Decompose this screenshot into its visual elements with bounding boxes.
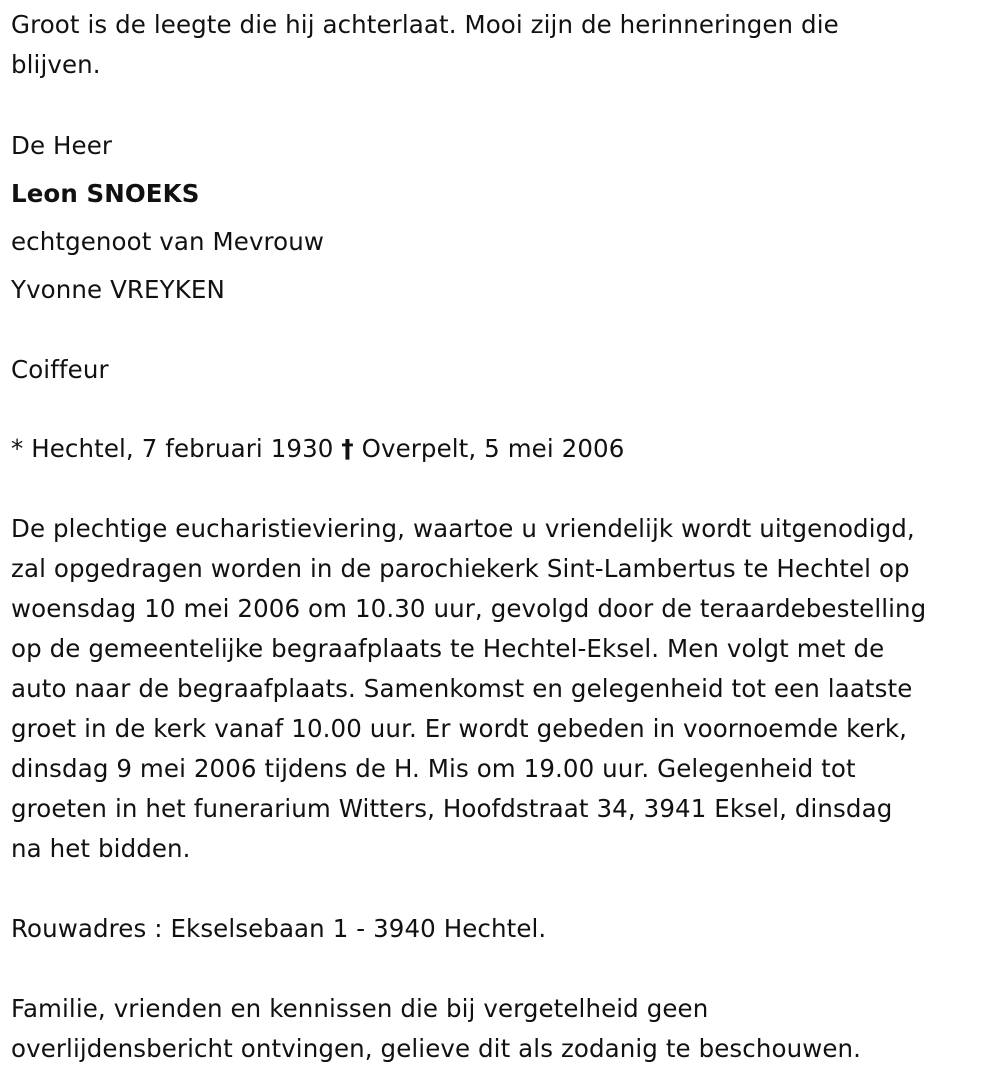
mourning-address: Rouwadres : Ekselsebaan 1 - 3940 Hechtel. (11, 914, 547, 943)
death-info: Overpelt, 5 mei 2006 (361, 434, 625, 463)
intro-quote (11, 5, 991, 85)
ceremony-line: groet in de kerk vanaf 10.00 uur. Er wordt gebeden in voornoemde kerk, (11, 714, 908, 743)
ceremony-line: op de gemeentelijke begraafplaats te Hechtel-Eksel. Men volgt met de (11, 634, 885, 663)
profession: Coiffeur (11, 355, 109, 384)
ceremony-line: dinsdag 9 mei 2006 tijdens de H. Mis om 19.00 uur. Gelegenheid tot (11, 754, 856, 783)
closing-line: Familie, vrienden en kennissen die bij vergetelheid geen (11, 994, 709, 1023)
intro-line-1: Groot is de leegte die hij achterlaat. Mooi zijn de herinneringen die (11, 10, 839, 39)
relation-text: echtgenoot van Mevrouw (11, 227, 325, 256)
ceremony-paragraph (11, 509, 991, 869)
ceremony-line: na het bidden. (11, 834, 191, 863)
birth-info: * Hechtel, 7 februari 1930 (11, 434, 334, 463)
dates-block (11, 429, 991, 469)
deceased-name: Leon SNOEKS (11, 179, 200, 208)
ceremony-line: woensdag 10 mei 2006 om 10.30 uur, gevolgd door de teraardebestelling (11, 594, 927, 623)
spouse-name: Yvonne VREYKEN (11, 275, 225, 304)
profession-block (11, 350, 991, 390)
cross-icon: † (341, 434, 354, 463)
deceased-block (11, 126, 991, 310)
closing-line: overlijdensbericht ontvingen, gelieve dit als zodanig te beschouwen. (11, 1034, 862, 1063)
ceremony-line: groeten in het funerarium Witters, Hoofdstraat 34, 3941 Eksel, dinsdag (11, 794, 893, 823)
address-block (11, 909, 991, 949)
ceremony-line: De plechtige eucharistieviering, waartoe u vriendelijk wordt uitgenodigd, (11, 514, 915, 543)
ceremony-line: zal opgedragen worden in de parochiekerk Sint-Lambertus te Hechtel op (11, 554, 910, 583)
closing-paragraph (11, 989, 991, 1069)
salutation: De Heer (11, 131, 113, 160)
intro-line-2: blijven. (11, 50, 101, 79)
ceremony-line: auto naar de begraafplaats. Samenkomst en gelegenheid tot een laatste (11, 674, 913, 703)
dates-line (11, 429, 991, 469)
